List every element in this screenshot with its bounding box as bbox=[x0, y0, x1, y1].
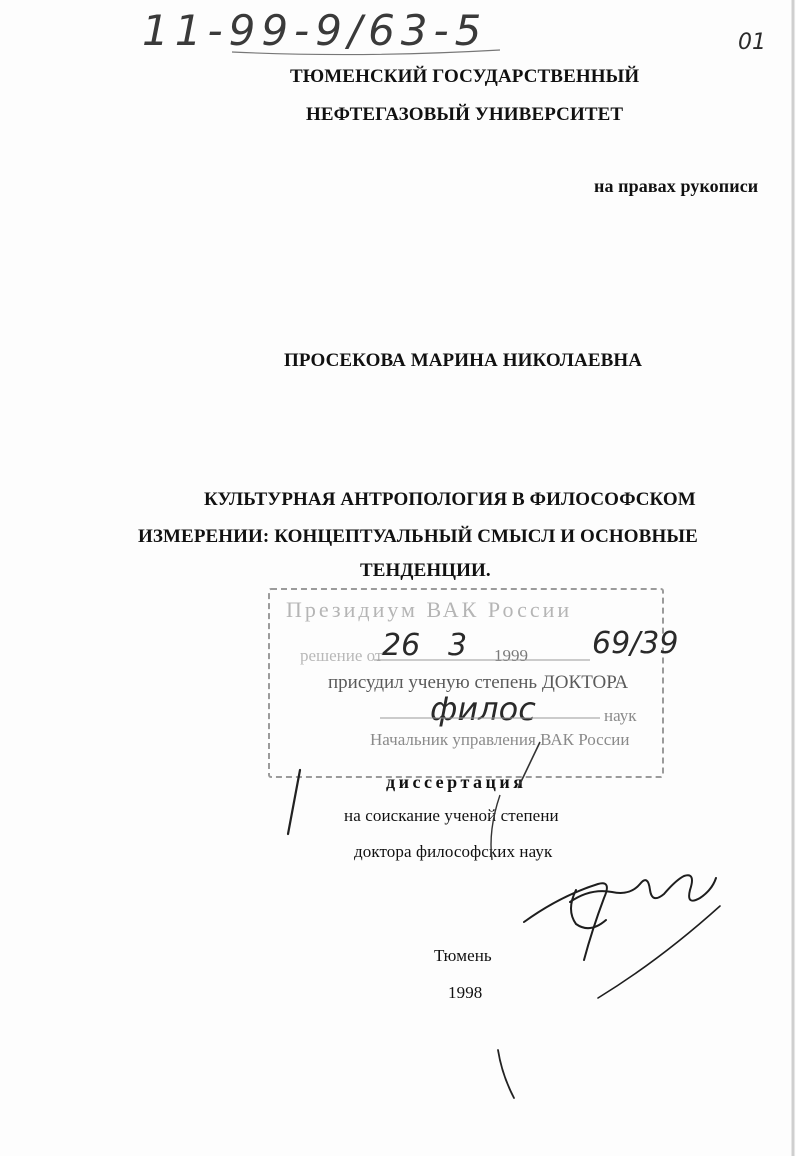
vertical-stroke-mark bbox=[518, 742, 540, 788]
signature-scribble bbox=[524, 875, 716, 960]
university-name-line2: НЕФТЕГАЗОВЫЙ УНИВЕРСИТЕТ bbox=[306, 104, 624, 125]
stamp-date-month: 3 bbox=[448, 628, 468, 663]
stamp-field-handwritten: филос bbox=[430, 690, 536, 728]
bottom-stroke-mark bbox=[498, 1050, 514, 1098]
document-type-label: диссертация bbox=[386, 772, 527, 792]
stamp-line-sciences: наук bbox=[604, 706, 637, 725]
handwritten-page-marker: 01 bbox=[738, 30, 766, 55]
stamp-date-day: 26 bbox=[382, 628, 421, 663]
handwritten-archive-number: 11-99-9/63-5 bbox=[142, 6, 488, 55]
author-name: ПРОСЕКОВА МАРИНА НИКОЛАЕВНА bbox=[284, 350, 643, 371]
degree-purpose-line2: доктора философских наук bbox=[354, 842, 553, 861]
city: Тюмень bbox=[434, 946, 492, 965]
stamp-line-degree: присудил ученую степень ДОКТОРА bbox=[328, 672, 629, 693]
stamp-line-decision: решение от bbox=[300, 646, 383, 665]
archive-number-underline bbox=[232, 50, 500, 55]
stamp-date-year: 1999 bbox=[494, 646, 528, 665]
stamp-protocol-number: 69/39 bbox=[592, 626, 679, 661]
left-tick-mark bbox=[288, 770, 300, 834]
curved-stroke-mark bbox=[491, 795, 500, 860]
rights-note: на правах рукописи bbox=[594, 176, 759, 196]
stamp-line-head: Начальник управления ВАК России bbox=[370, 730, 630, 749]
title-line3: ТЕНДЕНЦИИ. bbox=[360, 560, 491, 581]
title-line1: КУЛЬТУРНАЯ АНТРОПОЛОГИЯ В ФИЛОСОФСКОМ bbox=[204, 489, 696, 510]
year: 1998 bbox=[448, 983, 483, 1002]
degree-purpose-line1: на соискание ученой степени bbox=[344, 806, 559, 825]
stamp-line-presidium: Президиум ВАК России bbox=[286, 597, 573, 622]
title-line2: ИЗМЕРЕНИИ: КОНЦЕПТУАЛЬНЫЙ СМЫСЛ И ОСНОВНЫЕ bbox=[138, 526, 698, 547]
university-name-line1: ТЮМЕНСКИЙ ГОСУДАРСТВЕННЫЙ bbox=[290, 66, 640, 87]
signature-tail bbox=[598, 906, 720, 998]
